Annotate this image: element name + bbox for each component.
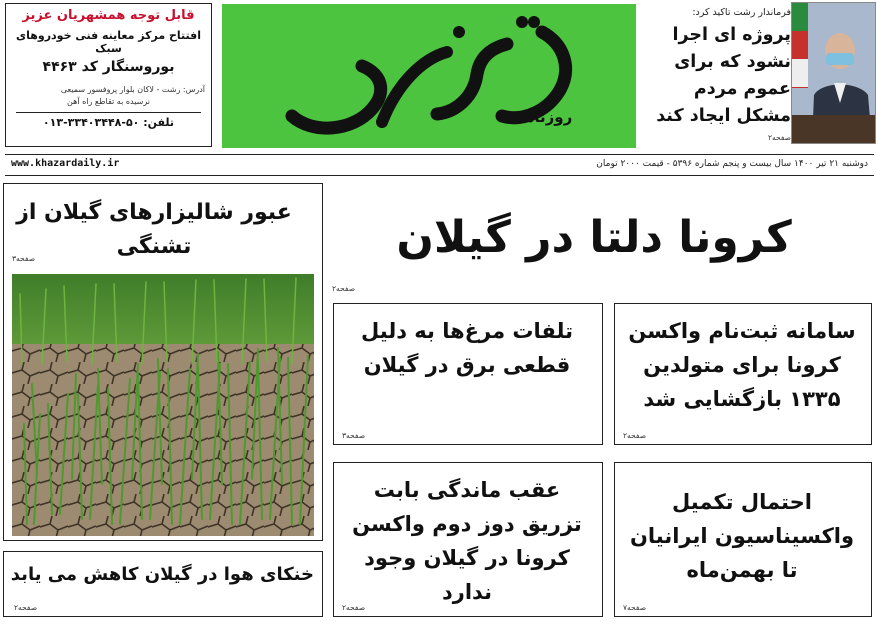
governor-page-ref: صفحه۲ [767, 133, 791, 142]
masthead-logo-graphic [222, 4, 636, 148]
rice-page-ref: صفحه۳ [12, 254, 36, 263]
website-link[interactable]: www.khazardaily.ir [11, 158, 120, 169]
story-page-ref: صفحه۳ [342, 431, 366, 440]
story-page-ref: صفحه۷ [623, 603, 647, 612]
dry-rice-field-photo-icon [12, 274, 314, 536]
rice-field-photo [12, 274, 314, 536]
rice-fields-story[interactable] [3, 183, 323, 541]
governor-photo [791, 2, 876, 144]
official-portrait-icon [792, 3, 875, 143]
governor-kicker: فرماندار رشت تاکید کرد: [692, 7, 791, 18]
governor-headline[interactable]: پروژه ای اجرا نشود که برای عموم مردم مشکل ایجاد کند [656, 25, 791, 126]
ad-heading: قابل توجه همشهریان عزیز [22, 8, 195, 23]
ad-code: بوروسنگار کد ۴۴۶۳ [42, 59, 175, 75]
story-page-ref: صفحه۲ [342, 603, 366, 612]
story-box[interactable] [614, 462, 872, 617]
ad-phone: تلفن: ۵۰-۳۳۴۰۳۴۴۸-۰۱۳ [42, 116, 175, 129]
story-headline[interactable]: سامانه ثبت‌نام واکسن کرونا برای متولدین ۱۳۳۵ بازگشایی شد [628, 319, 856, 411]
issue-date-line: دوشنبه ۲۱ تیر ۱۴۰۰ سال بیست و پنجم شماره ۵۳۹۶ - قیمت ۲۰۰۰ تومان [596, 159, 868, 169]
ad-divider [16, 112, 201, 113]
story-box[interactable] [333, 303, 603, 445]
rice-headline[interactable]: عبور شالیزارهای گیلان از تشنگی [16, 200, 292, 259]
ad-announcement: افتتاح مرکز معاینه فنی خودروهای سبک [16, 29, 201, 55]
info-bar [5, 154, 874, 176]
main-headline[interactable]: کرونا دلتا در گیلان [396, 212, 792, 263]
main-headline-page-ref: صفحه۲ [332, 284, 356, 293]
main-headline-block[interactable] [330, 188, 874, 298]
story-headline[interactable]: عقب ماندگی بابت تزریق دوز دوم واکسن کرونا در گیلان وجود ندارد [352, 478, 582, 604]
advertisement-box [5, 3, 212, 147]
ad-direction: نرسیده به تقاطع راه آهن [67, 97, 150, 106]
story-headline[interactable]: تلفات مرغ‌ها به دلیل قطعی برق در گیلان [361, 319, 573, 377]
story-box[interactable] [333, 462, 603, 617]
masthead-logo [222, 4, 636, 148]
governor-story[interactable] [654, 2, 876, 148]
masthead-prefix: روزنامه [516, 108, 573, 126]
story-page-ref: صفحه۲ [623, 431, 647, 440]
weather-story[interactable] [3, 551, 323, 617]
ad-address: آدرس: رشت - لاکان بلوار پروفسور سمیعی [60, 85, 205, 94]
story-box[interactable] [614, 303, 872, 445]
weather-page-ref: صفحه۲ [14, 603, 38, 612]
weather-headline[interactable]: خنکای هوا در گیلان کاهش می یابد [10, 564, 314, 585]
story-headline[interactable]: احتمال تکمیل واکسیناسیون ایرانیان تا بهمن‌ماه [629, 490, 855, 582]
